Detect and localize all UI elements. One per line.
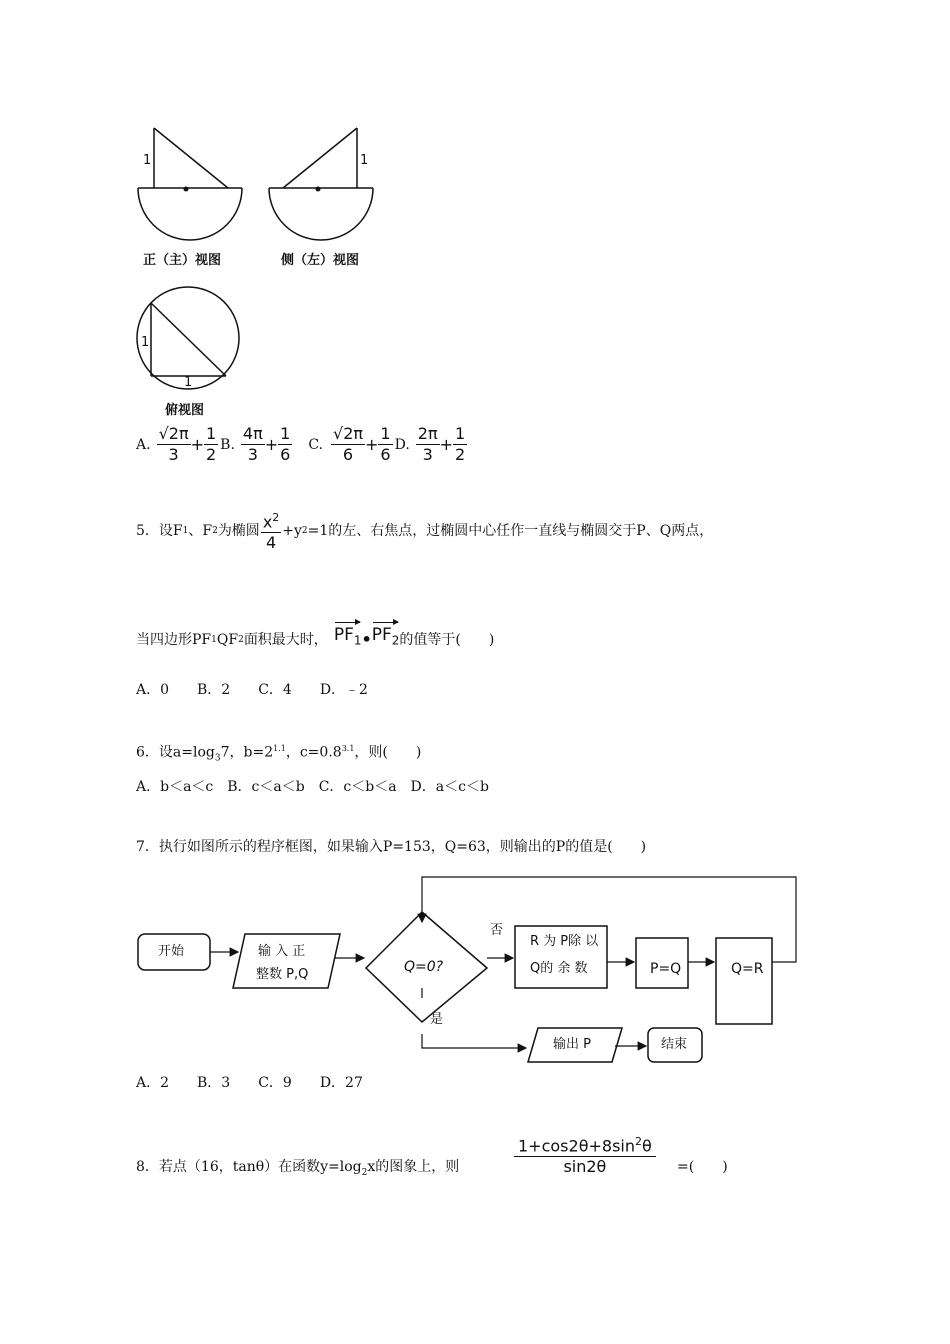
side-view-dim-label: 1	[360, 153, 369, 168]
decision-label: Q=0?	[404, 959, 444, 975]
option-a-plus: +	[190, 435, 204, 454]
top-view-dim-label-horizontal: 1	[184, 375, 193, 390]
remainder-label-line-1: R 为 P除 以	[530, 934, 599, 949]
option-c-plus: +	[365, 435, 379, 454]
option-c-letter: C.	[308, 436, 323, 453]
q8-tail: =( )	[677, 1159, 728, 1175]
no-branch-label: 否	[490, 923, 504, 938]
option-a-fraction: $\frac{√2\pi}{3}$	[158, 424, 189, 464]
remainder-label-line-2: Q的 余 数	[530, 961, 588, 976]
start-label: 开始	[158, 944, 185, 959]
q7-options: A．2 B．3 C．9 D．27	[136, 1075, 363, 1091]
side-view-label: 侧（左）视图	[281, 253, 360, 268]
front-view	[138, 128, 242, 240]
option-d-fraction-2: $\frac{1}{2}$	[455, 424, 466, 464]
yes-branch-label: 是	[430, 1012, 444, 1027]
front-view-label: 正（主）视图	[143, 253, 222, 268]
option-d-letter: D.	[394, 436, 410, 453]
option-a-fraction-2: $\frac{1}{2}$	[205, 424, 217, 464]
three-view-figure	[130, 120, 390, 420]
option-c-fraction-2: $\frac{1}{6}$	[380, 424, 391, 464]
option-c-fraction: $\frac{√2\pi}{6}$	[333, 424, 364, 464]
option-b-fraction-2: $\frac{1}{6}$	[280, 424, 291, 464]
option-a-letter: A.	[136, 436, 151, 453]
assign-q-process	[716, 938, 772, 1024]
top-view-label: 俯视图	[165, 403, 205, 418]
q6-line: 6．设$a=\log_37$，$b=2^{1.1}$，$c=0.8^{3.1}$，则( )	[136, 744, 422, 764]
dot-product-symbol: •	[361, 630, 372, 650]
assign-q-label: Q=R	[731, 961, 764, 977]
flowchart	[130, 870, 810, 1070]
q6-options: A．b＜a＜c B．c＜a＜b C．c＜b＜a D．a＜c＜b	[136, 779, 489, 795]
option-b-fraction: $\frac{4\pi}{3}$	[242, 424, 263, 464]
q7-text: 7．执行如图所示的程序框图，如果输入P=153，Q=63，则输出的P的值是( )	[136, 839, 647, 855]
q8-fraction: $\frac{1+\cos 2\theta+8\sin^2\theta}{\sin 2\theta}$	[514, 1132, 656, 1177]
q5-options: A．0 B．2 C．4 D．﹣2	[136, 682, 368, 698]
q5-line-1: 5．设F 1 、F 2 为椭圆 $\frac{x^2}{4}$ +y 2 =1的左、右焦点，过椭圆中心任作一直线与椭圆交于P、Q两点，	[136, 508, 713, 553]
output-label: 输出 P	[553, 1037, 591, 1052]
input-label-line-1: 输 入 正	[258, 944, 306, 959]
option-b-plus: +	[264, 435, 279, 454]
option-d-fraction: $\frac{2\pi}{3}$	[417, 424, 438, 464]
side-view	[269, 128, 373, 240]
q5-ellipse-fraction: $\frac{x^2}{4}$	[261, 508, 281, 553]
option-b-letter: B.	[220, 436, 235, 453]
end-label: 结束	[661, 1037, 688, 1052]
vector-pf1: $PF_1$	[334, 620, 362, 649]
top-view-dim-label-vertical: 1	[141, 335, 150, 350]
vector-pf2: $PF_2$	[372, 620, 400, 649]
q5-line-2: 当四边形PF 1 QF 2 面积最大时， $PF_1$ • $PF_2$ 的值等于( )	[136, 620, 494, 649]
front-view-dim-label: 1	[143, 153, 152, 168]
option-d-plus: +	[439, 435, 454, 454]
q4-options	[136, 424, 467, 465]
assign-p-label: P=Q	[650, 961, 682, 977]
q8-line: 8．若点（16，tanθ）在函数$y=\log_2x$的图象上，则	[136, 1159, 460, 1178]
input-label-line-2: 整数 P,Q	[256, 967, 309, 982]
